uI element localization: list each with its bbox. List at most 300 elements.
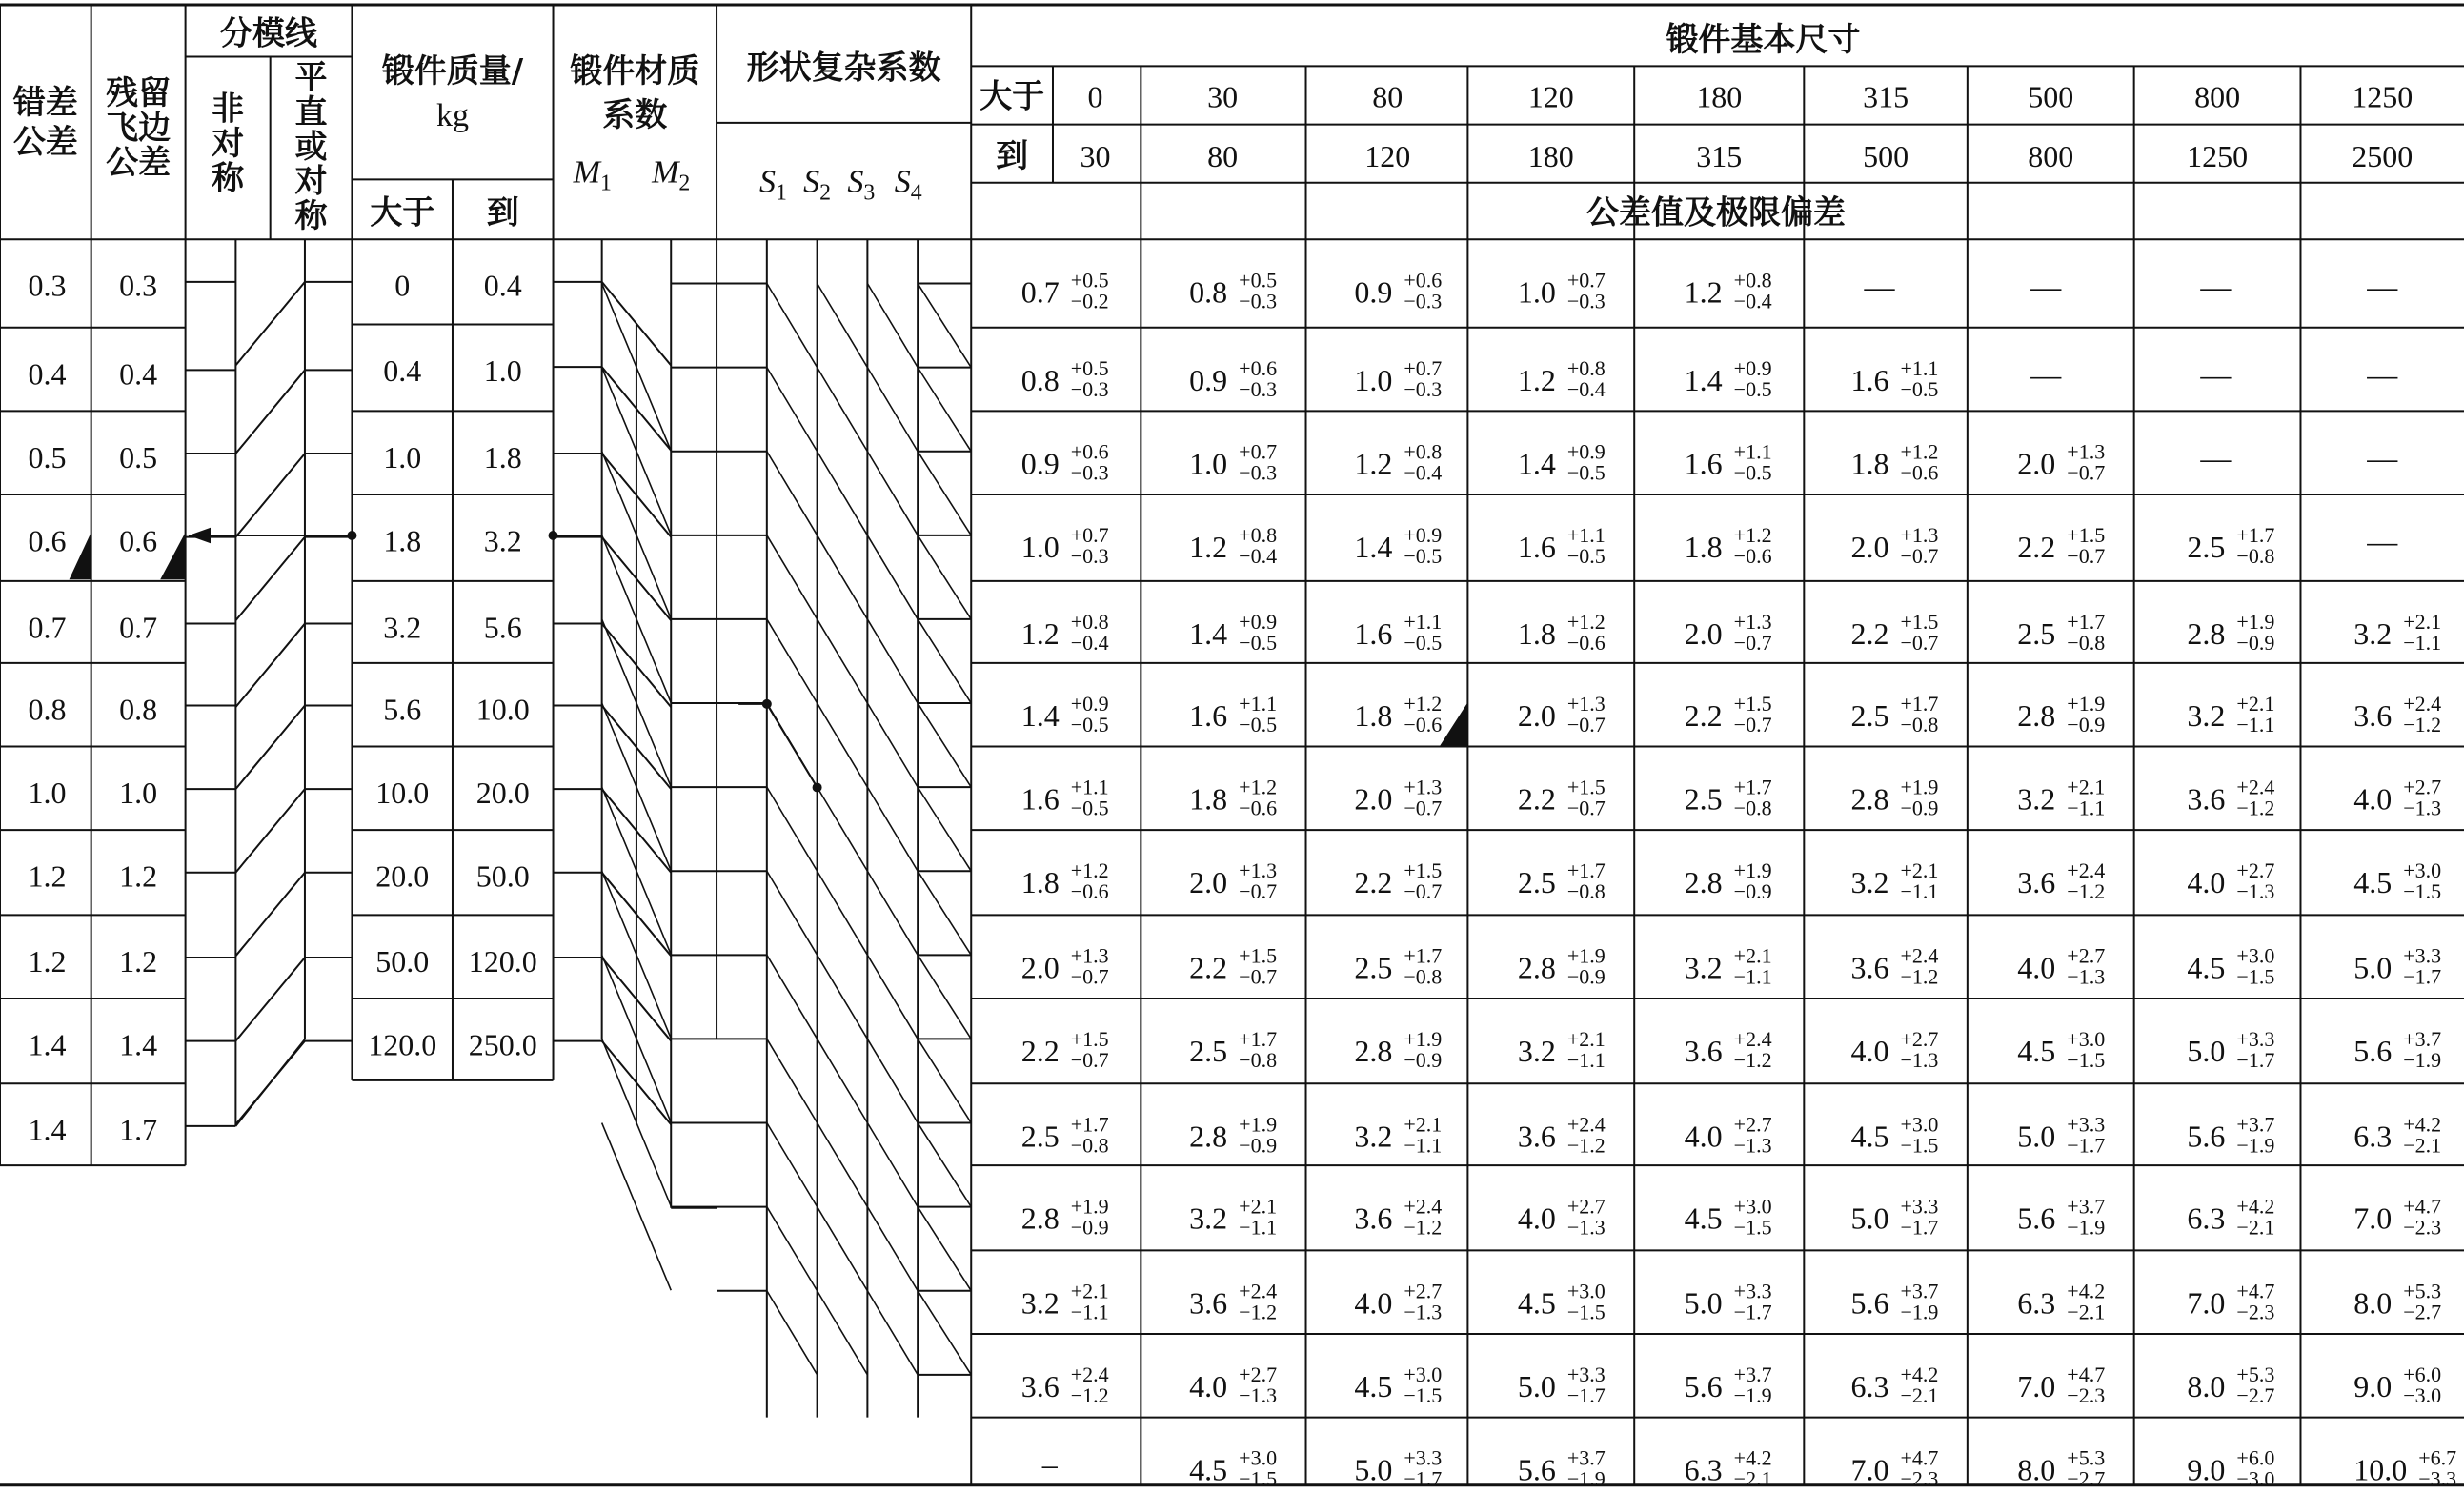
tol-value: 2.5: [1517, 865, 1556, 900]
tol-upper: +1.1: [1900, 355, 1939, 380]
tol-upper: +1.5: [2067, 523, 2106, 548]
tol-value: 4.5: [1850, 1119, 1889, 1154]
tol-value: 1.4: [1517, 446, 1556, 481]
mass-to-header: 到: [486, 193, 519, 232]
tol-lower: −0.5: [1239, 631, 1278, 656]
tol-upper: +2.1: [1733, 943, 1772, 968]
mass-header: 锻件质量/: [381, 51, 524, 91]
tol-value: 3.6: [2353, 697, 2393, 733]
tol-value: 2.0: [1684, 616, 1723, 652]
err-value: 1.4: [28, 1112, 67, 1147]
shape-diag: [767, 1039, 818, 1122]
dim-from-value: 180: [1696, 79, 1743, 114]
tol-value: 4.5: [2353, 865, 2393, 900]
tol-lower: −1.2: [2236, 796, 2275, 820]
tol-value: 3.6: [1517, 1119, 1556, 1154]
shape-diag: [767, 368, 818, 452]
tol-upper: +0.8: [1404, 439, 1443, 464]
tol-value: 4.0: [2017, 950, 2056, 985]
shape-diag: [818, 871, 868, 955]
dim-from-value: 1250: [2352, 79, 2414, 114]
tol-lower: −0.4: [1733, 289, 1772, 313]
tol-value: 2.8: [2017, 697, 2056, 733]
mass-to-value: 1.8: [483, 439, 522, 474]
dim-from-value: 315: [1863, 79, 1909, 114]
tol-value: 1.8: [1850, 446, 1889, 481]
tol-lower: −1.7: [1404, 1466, 1443, 1488]
shape-diag: [918, 284, 971, 368]
ladder-diag: [235, 1039, 305, 1126]
tol-value: 2.0: [2017, 446, 2056, 481]
res-header: 公差: [106, 143, 172, 182]
tol-lower: −0.5: [1070, 712, 1109, 736]
tol-upper: +5.3: [2403, 1279, 2442, 1303]
tol-upper: +2.1: [1239, 1194, 1278, 1219]
tol-lower: −0.7: [1900, 544, 1939, 569]
res-value: 0.4: [119, 356, 158, 392]
mat-diag2: [602, 1123, 672, 1291]
tol-value: 2.2: [1684, 697, 1723, 733]
tol-upper: +1.1: [1404, 610, 1443, 635]
tol-upper: +6.0: [2403, 1362, 2442, 1387]
tol-value: 0.7: [1020, 274, 1060, 310]
tol-lower: −0.7: [1239, 964, 1278, 989]
tol-upper: +3.7: [1733, 1362, 1772, 1387]
tol-lower: −0.5: [1404, 631, 1443, 656]
shape-diag: [818, 368, 868, 452]
tol-value: 2.0: [1517, 697, 1556, 733]
tol-value: 5.6: [1517, 1452, 1556, 1487]
tol-upper: +1.3: [2067, 439, 2106, 464]
tol-upper: +2.1: [2403, 610, 2442, 635]
tol-upper: +0.8: [1239, 523, 1278, 548]
tol-value: 1.4: [1684, 362, 1723, 397]
mass-from-value: 120.0: [368, 1027, 437, 1062]
dim-to-value: 500: [1863, 139, 1909, 174]
res-value: 0.3: [119, 268, 158, 303]
tol-lower: −1.2: [1070, 1383, 1109, 1408]
ladder-diag: [235, 958, 305, 1041]
shape-diag: [918, 619, 971, 703]
tol-upper: +1.5: [1239, 943, 1278, 968]
tol-upper: +2.4: [1733, 1027, 1772, 1052]
tol-value: 1.4: [1354, 530, 1393, 565]
mass-unit: kg: [435, 98, 469, 134]
tol-upper: +2.1: [1566, 1027, 1606, 1052]
mass-from-value: 0: [394, 268, 411, 303]
shape-diag: [918, 787, 971, 871]
tol-lower: −0.4: [1404, 460, 1443, 485]
mat-header: 锻件材质: [570, 51, 700, 91]
tol-value: 3.2: [2353, 616, 2393, 652]
tol-upper: +0.7: [1566, 268, 1606, 293]
tol-lower: −0.3: [1404, 376, 1443, 401]
tol-value: 5.0: [1517, 1369, 1556, 1404]
tol-value: 1.4: [1189, 616, 1228, 652]
tol-value: 7.0: [1850, 1452, 1889, 1487]
tol-value: 1.2: [1020, 616, 1060, 652]
tol-value: 0.9: [1354, 274, 1393, 310]
tol-upper: +1.9: [1239, 1112, 1278, 1137]
tol-upper: +2.1: [2067, 775, 2106, 799]
tol-value: 4.5: [1189, 1452, 1228, 1487]
tol-lower: −1.5: [1239, 1466, 1278, 1488]
tol-lower: −0.6: [1900, 460, 1939, 485]
dim-header: 锻件基本尺寸: [1666, 20, 1861, 59]
tol-upper: +1.7: [2067, 610, 2106, 635]
tol-lower: −1.3: [1239, 1383, 1278, 1408]
tol-lower: −0.3: [1070, 544, 1109, 569]
tol-upper: +2.1: [2236, 691, 2275, 716]
shape-diag: [918, 368, 971, 452]
tol-upper: +1.7: [1733, 775, 1772, 799]
mass-from-value: 10.0: [375, 775, 430, 810]
tol-lower: −1.5: [1900, 1133, 1939, 1158]
tol-lower: −1.3: [1404, 1300, 1443, 1324]
tol-lower: −1.1: [1900, 879, 1939, 904]
shape-diag: [918, 1207, 971, 1291]
mass-from-value: 3.2: [383, 610, 422, 645]
shape-diag: [818, 787, 868, 871]
shape-diag: [767, 787, 818, 871]
tol-value: 4.0: [1684, 1119, 1723, 1154]
mass-from-value: 50.0: [375, 943, 430, 979]
path-line: [767, 704, 818, 788]
tol-upper: +3.3: [2236, 1027, 2275, 1052]
tol-lower: −3.0: [2236, 1466, 2275, 1488]
tol-value: 2.2: [1354, 865, 1393, 900]
tol-upper: +2.1: [1900, 858, 1939, 883]
res-value: 1.4: [119, 1027, 158, 1062]
shape-diag: [767, 1207, 818, 1291]
res-value: 1.0: [119, 775, 158, 810]
tol-lower: −1.5: [1733, 1215, 1772, 1240]
mass-to-value: 20.0: [475, 775, 530, 810]
tol-value: 4.0: [1850, 1034, 1889, 1069]
dim-from-value: 0: [1087, 79, 1103, 114]
tol-upper: +1.9: [1070, 1194, 1109, 1219]
shape-diag: [767, 619, 818, 703]
tol-upper: +3.3: [1566, 1362, 1606, 1387]
tol-lower: −0.5: [1900, 376, 1939, 401]
tol-value: 5.6: [1684, 1369, 1723, 1404]
tol-lower: −2.1: [2403, 1133, 2442, 1158]
shape-diag: [818, 452, 868, 535]
path-dot: [762, 699, 772, 709]
tol-dash: —: [2030, 269, 2062, 304]
tol-lower: −0.3: [1070, 376, 1109, 401]
tol-value: 1.6: [1189, 697, 1228, 733]
tol-lower: −0.3: [1239, 376, 1278, 401]
dim-from-value: 500: [2028, 79, 2074, 114]
tol-lower: −1.1: [1404, 1133, 1443, 1158]
tol-lower: −0.7: [1070, 964, 1109, 989]
tol-value: 10.0: [2353, 1452, 2408, 1487]
tol-lower: −1.7: [2067, 1133, 2106, 1158]
tol-value: 4.0: [1189, 1369, 1228, 1404]
res-value: 1.2: [119, 858, 158, 894]
tol-lower: −2.7: [2067, 1466, 2106, 1488]
tol-value: 2.8: [1020, 1200, 1060, 1236]
tol-value: 1.6: [1517, 530, 1556, 565]
tol-lower: −0.8: [1239, 1048, 1278, 1073]
mass-to-value: 0.4: [483, 268, 522, 303]
tol-lower: −1.7: [1900, 1215, 1939, 1240]
tol-upper: +3.7: [2067, 1194, 2106, 1219]
tol-lower: −0.5: [1733, 460, 1772, 485]
tol-dash: —: [2367, 524, 2398, 559]
tol-upper: +1.7: [1404, 943, 1443, 968]
tol-value: 4.5: [1354, 1369, 1393, 1404]
tol-lower: −1.1: [1566, 1048, 1606, 1073]
shape-s: $S_3$: [847, 164, 876, 206]
shape-diag: [818, 619, 868, 703]
tol-lower: −0.7: [2067, 544, 2106, 569]
err-value: 1.2: [28, 858, 67, 894]
sym-header: 平: [294, 58, 328, 97]
tol-lower: −0.8: [1900, 712, 1939, 736]
shape-diag: [867, 368, 918, 452]
tol-upper: +1.5: [1404, 858, 1443, 883]
path-dot: [549, 531, 558, 540]
tol-value: 2.8: [1850, 781, 1889, 817]
tol-value: 1.6: [1684, 446, 1723, 481]
tol-value: 3.2: [1684, 950, 1723, 985]
tol-value: 2.0: [1189, 865, 1228, 900]
dim-to-value: 180: [1527, 139, 1574, 174]
mass-from-value: 5.6: [383, 692, 422, 727]
tol-lower: −1.2: [1733, 1048, 1772, 1073]
shape-s: $S_2$: [803, 164, 832, 206]
tol-value: 6.3: [2353, 1119, 2393, 1154]
tol-upper: +3.7: [2236, 1112, 2275, 1137]
tol-lower: −0.6: [1239, 796, 1278, 820]
tol-lower: −0.8: [2067, 631, 2106, 656]
tol-lower: −0.7: [1566, 796, 1606, 820]
res-value: 0.8: [119, 692, 158, 727]
err-value: 0.3: [28, 268, 67, 303]
shape-diag: [867, 535, 918, 619]
mass-from-value: 0.4: [383, 353, 422, 389]
tol-upper: +2.4: [1900, 943, 1939, 968]
tol-dash: —: [2367, 356, 2398, 392]
tol-value: 3.2: [2187, 697, 2226, 733]
tol-value: 9.0: [2187, 1452, 2226, 1487]
ladder-diag: [235, 454, 305, 537]
tol-lower: −0.5: [1733, 376, 1772, 401]
tol-upper: +2.1: [1404, 1112, 1443, 1137]
shape-diag: [867, 619, 918, 703]
tol-value: 3.6: [1020, 1369, 1060, 1404]
tol-lower: −0.5: [1239, 712, 1278, 736]
tol-value: 1.2: [1354, 446, 1393, 481]
tol-lower: −0.4: [1239, 544, 1278, 569]
shape-diag: [867, 452, 918, 535]
tol-lower: −2.3: [2403, 1215, 2442, 1240]
tol-value: 1.6: [1354, 616, 1393, 652]
tol-upper: +1.5: [1070, 1027, 1109, 1052]
shape-diag: [818, 535, 868, 619]
tol-upper: +2.4: [2403, 691, 2442, 716]
tol-upper: +1.2: [1070, 858, 1109, 883]
tol-value: 1.0: [1354, 362, 1393, 397]
tol-upper: +0.6: [1404, 268, 1443, 293]
err-value: 0.4: [28, 356, 67, 392]
tol-upper: +1.1: [1070, 775, 1109, 799]
tol-lower: −0.9: [2236, 631, 2275, 656]
tol-lower: −1.5: [2067, 1048, 2106, 1073]
tol-lower: −0.7: [1900, 631, 1939, 656]
tol-lower: −0.9: [2067, 712, 2106, 736]
tol-lower: −0.5: [1566, 460, 1606, 485]
asym-header: 非: [212, 90, 245, 129]
tol-value: 8.0: [2017, 1452, 2056, 1487]
mass-to-value: 50.0: [475, 858, 530, 894]
dim-to-value: 120: [1364, 139, 1411, 174]
res-header: 飞边: [106, 109, 172, 148]
tol-value: 2.2: [2017, 530, 2056, 565]
tol-upper: +0.7: [1239, 439, 1278, 464]
tol-lower: −1.9: [1566, 1466, 1606, 1488]
path-dot: [347, 531, 356, 540]
tol-dash: —: [2367, 269, 2398, 304]
tol-upper: +3.0: [1404, 1362, 1443, 1387]
tol-value: 1.4: [1020, 697, 1060, 733]
tol-lower: −2.7: [2236, 1383, 2275, 1408]
err-value: 0.5: [28, 439, 67, 474]
tol-lower: −1.9: [2236, 1133, 2275, 1158]
asym-header: 称: [212, 159, 245, 198]
tol-lower: −2.1: [2067, 1300, 2106, 1324]
tol-value: 0.9: [1020, 446, 1060, 481]
shape-diag: [867, 1039, 918, 1122]
parting-header: 分模线: [220, 14, 318, 53]
tol-upper: +0.6: [1070, 439, 1109, 464]
mass-to-value: 3.2: [483, 523, 522, 558]
tol-dash: –: [1041, 1446, 1058, 1482]
sym-header: 称: [294, 197, 328, 236]
tol-upper: +3.0: [2067, 1027, 2106, 1052]
tol-upper: +0.8: [1733, 268, 1772, 293]
tol-lower: −0.8: [1070, 1133, 1109, 1158]
tol-upper: +1.7: [2236, 523, 2275, 548]
tol-lower: −2.1: [1733, 1466, 1772, 1488]
res-value: 1.2: [119, 943, 158, 979]
tol-value: 2.2: [1517, 781, 1556, 817]
tol-lower: −1.1: [2403, 631, 2442, 656]
tol-upper: +1.5: [1566, 775, 1606, 799]
tol-upper: +2.7: [2236, 858, 2275, 883]
tol-upper: +5.3: [2236, 1362, 2275, 1387]
tol-value: 2.8: [1517, 950, 1556, 985]
tol-upper: +1.2: [1900, 439, 1939, 464]
tol-upper: +0.9: [1239, 610, 1278, 635]
tol-value: 3.2: [1354, 1119, 1393, 1154]
shape-diag: [867, 787, 918, 871]
tol-upper: +2.4: [1404, 1194, 1443, 1219]
tol-value: 5.0: [2187, 1034, 2226, 1069]
tol-value: 3.6: [1354, 1200, 1393, 1236]
tol-lower: −2.3: [2236, 1300, 2275, 1324]
tol-upper: +2.7: [1566, 1194, 1606, 1219]
tol-lower: −0.3: [1239, 460, 1278, 485]
sym-header: 或: [294, 128, 328, 167]
ladder-diag: [235, 537, 305, 621]
tol-lower: −1.7: [1566, 1383, 1606, 1408]
tol-upper: +0.7: [1404, 355, 1443, 380]
tol-lower: −1.2: [1404, 1215, 1443, 1240]
tol-value: 2.0: [1354, 781, 1393, 817]
tol-lower: −1.7: [1733, 1300, 1772, 1324]
mass-from-value: 1.8: [383, 523, 422, 558]
tol-value: 0.9: [1189, 362, 1228, 397]
tol-lower: −0.2: [1070, 289, 1109, 313]
tol-lower: −1.7: [2403, 964, 2442, 989]
path-dot: [813, 782, 822, 792]
tol-value: 4.5: [2187, 950, 2226, 985]
err-value: 1.2: [28, 943, 67, 979]
err-value: 0.8: [28, 692, 67, 727]
tol-upper: +4.2: [2403, 1112, 2442, 1137]
ladder-diag: [235, 873, 305, 957]
tol-upper: +2.4: [1070, 1362, 1109, 1387]
shape-diag: [918, 535, 971, 619]
tol-value: 5.6: [2187, 1119, 2226, 1154]
tol-upper: +3.3: [1733, 1279, 1772, 1303]
tol-lower: −1.2: [1239, 1300, 1278, 1324]
tol-lower: −0.3: [1404, 289, 1443, 313]
tol-upper: +1.3: [1733, 610, 1772, 635]
tol-lower: −1.7: [2236, 1048, 2275, 1073]
tol-upper: +3.0: [1239, 1445, 1278, 1470]
tol-dash: —: [2200, 440, 2232, 475]
shape-diag: [818, 1291, 868, 1375]
shape-s: $S_4$: [894, 164, 922, 206]
shape-diag: [767, 1291, 818, 1375]
tol-value: 2.5: [2017, 616, 2056, 652]
tol-upper: +1.9: [1404, 1027, 1443, 1052]
tol-lower: −1.5: [1404, 1383, 1443, 1408]
tol-upper: +0.9: [1070, 691, 1109, 716]
tol-value: 5.6: [2017, 1200, 2056, 1236]
shape-diag: [867, 871, 918, 955]
mass-from-value: 1.0: [383, 439, 422, 474]
result-marker: [1440, 702, 1468, 746]
tol-upper: +0.5: [1070, 268, 1109, 293]
tol-value: 5.0: [1850, 1200, 1889, 1236]
sym-header: 直: [294, 92, 328, 131]
tol-upper: +1.3: [1239, 858, 1278, 883]
tol-upper: +1.1: [1733, 439, 1772, 464]
tol-lower: −0.7: [2067, 460, 2106, 485]
tol-upper: +0.7: [1070, 523, 1109, 548]
tol-value: 1.8: [1189, 781, 1228, 817]
tol-lower: −1.5: [2236, 964, 2275, 989]
tol-upper: +2.7: [1239, 1362, 1278, 1387]
tol-upper: +1.9: [1733, 858, 1772, 883]
tol-upper: +1.1: [1566, 523, 1606, 548]
asym-header: 对: [212, 124, 245, 163]
tol-value: 1.2: [1517, 362, 1556, 397]
tol-lower: −1.9: [2403, 1048, 2442, 1073]
shape-diag: [818, 284, 868, 368]
tol-upper: +1.5: [1733, 691, 1772, 716]
tol-value: 3.6: [1189, 1285, 1228, 1321]
tol-upper: +1.1: [1239, 691, 1278, 716]
dim-from-value: 800: [2194, 79, 2241, 114]
tol-lower: −2.1: [1900, 1383, 1939, 1408]
tol-value: 7.0: [2017, 1369, 2056, 1404]
